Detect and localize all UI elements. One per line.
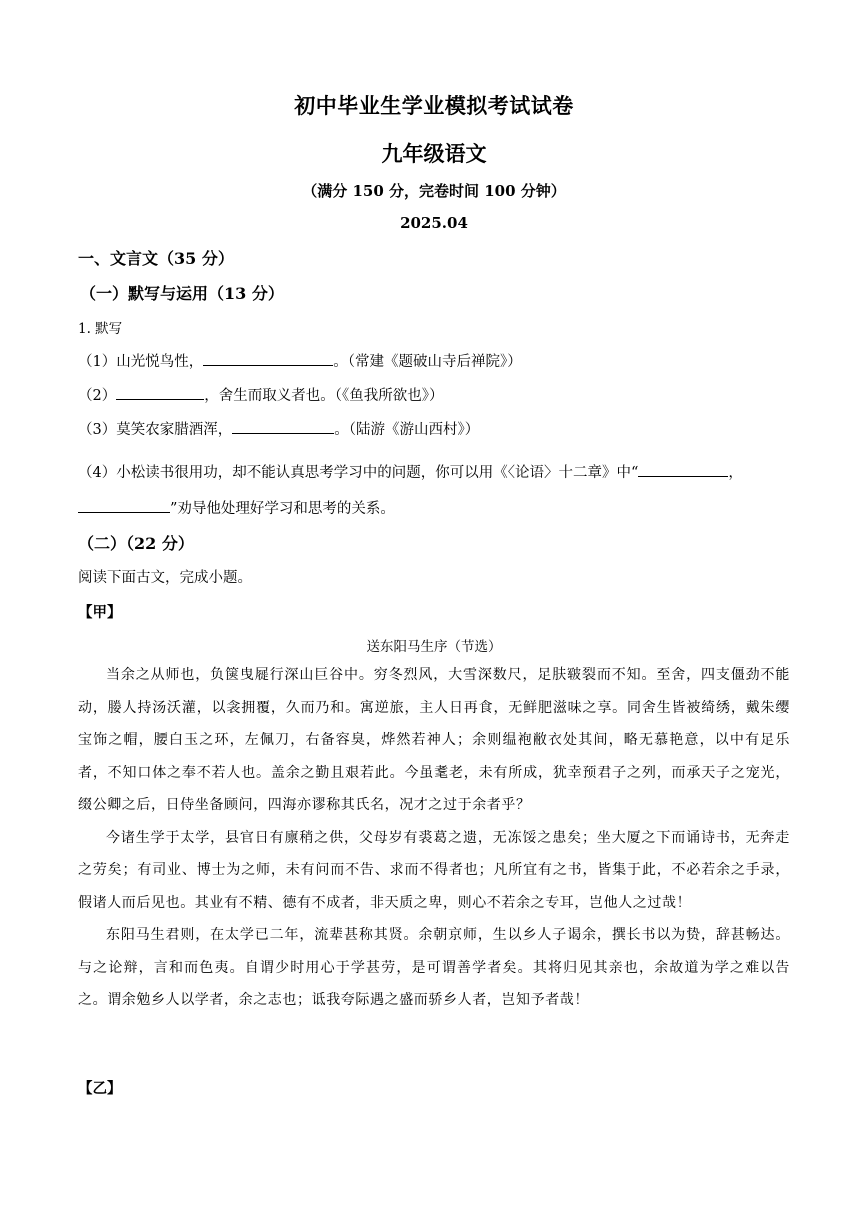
passage-paragraph: 今诸生学于太学，县官日有廪稍之供，父母岁有裘葛之遗，无冻馁之患矣；坐大厦之下而诵诗书，无奔走之劳矣；有司业、博士为之师，未有问而不告、求而不得者也；凡所宜有之书，皆集于此，不必若余之手录，假诸人而后见也。其业有不精、德有不成者，非天质之卑，则心不若余之专耳，岂他人之过哉！ [78,829,790,911]
section-heading: 一、文言文（35 分） [78,249,234,268]
item-suffix: 。（陆游《游山西村》） [334,422,480,438]
question-item [78,350,808,371]
item-suffix: 。（常建《题破山寺后禅院》） [333,354,522,370]
jia-label: 【甲】 [78,604,122,621]
question-item [78,384,808,405]
passage-paragraph: 东阳马生君则，在太学已二年，流辈甚称其贤。余朝京师，生以乡人子谒余，撰长书以为贽，辞甚畅达。与之论辩，言和而色夷。自谓少时用心于学甚劳，是可谓善学者矣。其将归见其亲也，余故道为学之难以告之。谓余勉乡人以学者，余之志也；诋我夸际遇之盛而骄乡人者，岂知予者哉！ [78,927,790,1008]
question-label: 1. 默写 [78,321,123,337]
question-item-4-cont [78,497,808,518]
item-prefix: （2） [78,388,117,404]
q4-text: （4）小松读书很用功，却不能认真思考学习中的问题，你可以用《〈论语〉十二章》中“ [78,465,639,481]
yi-label: 【乙】 [78,1080,122,1097]
item-prefix: （1）山光悦鸟性， [78,354,204,370]
q4-text-end: ”劝导他处理好学习和思考的关系。 [170,501,395,517]
item-suffix: ，舍生而取义者也。（《鱼我所欲也》） [204,388,444,404]
question-item [78,418,808,439]
item-prefix: （3）莫笑农家腊酒浑， [78,422,233,438]
passage-paragraph: 当余之从师也，负箧曳屣行深山巨谷中。穷冬烈风，大雪深数尺，足肤皲裂而不知。至舍，四支僵劲不能动，媵人持汤沃灌，以衾拥覆，久而乃和。寓逆旅，主人日再食，无鲜肥滋味之享。同舍生皆被绮绣，戴朱缨宝饰之帽，腰白玉之环，左佩刀，右备容臭，烨然若神人；余则缊袍敝衣处其间，略无慕艳意，以中有足乐者，不知口体之奉不若人也。盖余之勤且艰若此。今虽耄老，未有所成，犹幸预君子之列，而承天子之宠光，缀公卿之后，日侍坐备顾问，四海亦谬称其氏名，况才之过于余者乎？ [78,667,790,813]
answer-blank[interactable] [78,498,170,513]
question-item-4 [78,461,808,482]
answer-blank[interactable] [232,419,334,434]
passage-title: 送东阳马生序（节选） [366,639,502,655]
subject-title: 九年级语文 [381,141,487,166]
answer-blank[interactable] [116,385,204,400]
score-note: （满分 150 分，完卷时间 100 分钟） [302,182,566,200]
part1-heading: （一）默写与运用（13 分） [80,284,284,303]
answer-blank[interactable] [203,351,333,366]
exam-date: 2025.04 [400,214,468,232]
part2-heading: （二）（22 分） [78,534,194,553]
passage-text [78,659,790,1017]
answer-blank[interactable] [638,462,728,477]
q4-comma: ， [728,465,743,481]
reading-instruction: 阅读下面古文，完成小题。 [78,570,252,586]
exam-title: 初中毕业生学业模拟考试试卷 [294,93,574,118]
